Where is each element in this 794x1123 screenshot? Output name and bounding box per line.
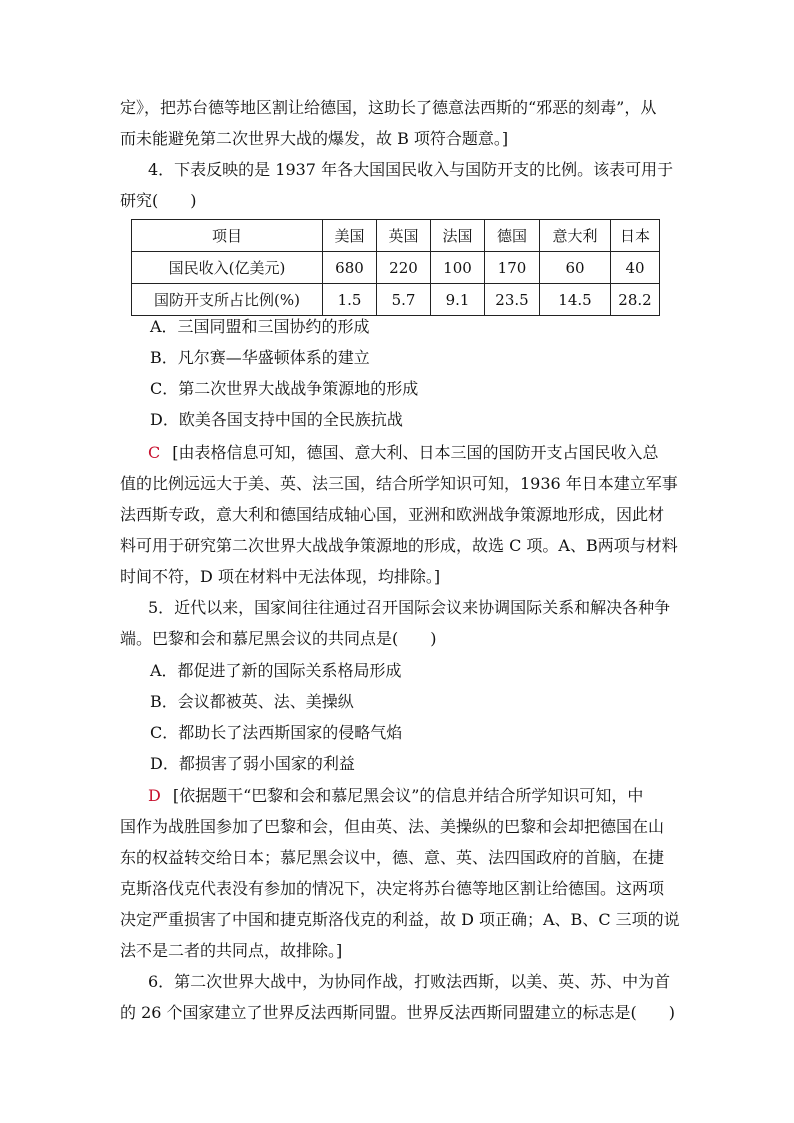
table-cell: 国民收入(亿美元) <box>132 252 323 284</box>
question-4-stem: 研究( ) <box>120 191 197 210</box>
table-cell: 14.5 <box>540 284 611 316</box>
table-cell: 23.5 <box>485 284 540 316</box>
option-d: D．欧美各国支持中国的全民族抗战 <box>150 410 403 429</box>
income-defense-table <box>131 219 660 316</box>
table-cell: 40 <box>611 252 660 284</box>
question-4-stem: 4．下表反映的是 1937 年各大国国民收入与国防开支的比例。该表可用于 <box>148 160 674 179</box>
question-5-stem: 端。巴黎和会和慕尼黑会议的共同点是( ) <box>120 629 437 648</box>
paragraph-line: 定》，把苏台德等地区割让给德国，这助长了德意法西斯的“邪恶的刻毒”，从 <box>120 98 657 117</box>
option-a: A．三国同盟和三国协约的形成 <box>150 317 370 336</box>
explanation-line: 料可用于研究第二次世界大战战争策源地的形成，故选 C 项。A、B两项与材料 <box>120 536 678 555</box>
table-cell: 100 <box>431 252 485 284</box>
table-cell: 9.1 <box>431 284 485 316</box>
table-row <box>132 252 660 284</box>
explanation-line: 决定严重损害了中国和捷克斯洛伐克的利益，故 D 项正确；A、B、C 三项的说 <box>120 910 680 929</box>
table-header-cell: 德国 <box>485 220 540 252</box>
table-row <box>132 284 660 316</box>
table-header-row <box>132 220 660 252</box>
table-cell: 5.7 <box>377 284 431 316</box>
question-6-stem: 的 26 个国家建立了世界反法西斯同盟。世界反法西斯同盟建立的标志是( ) <box>120 1003 676 1022</box>
option-c: C．都助长了法西斯国家的侵略气焰 <box>150 723 403 742</box>
table-cell: 国防开支所占比例(%) <box>132 284 323 316</box>
explanation-text: [依据题干“巴黎和会和慕尼黑会议”的信息并结合所学知识可知，中 <box>172 786 644 805</box>
table-cell: 680 <box>323 252 377 284</box>
table-header-cell: 美国 <box>323 220 377 252</box>
table-cell: 170 <box>485 252 540 284</box>
answer-explanation <box>148 442 708 464</box>
paragraph-line: 而未能避免第二次世界大战的爆发，故 B 项符合题意。] <box>120 129 509 148</box>
question-6-stem: 6．第二次世界大战中，为协同作战，打败法西斯，以美、英、苏、中为首 <box>148 972 671 991</box>
option-a: A．都促进了新的国际关系格局形成 <box>150 661 402 680</box>
table-cell: 1.5 <box>323 284 377 316</box>
table-header-cell: 法国 <box>431 220 485 252</box>
explanation-line: 值的比例远远大于美、英、法三国，结合所学知识可知，1936 年日本建立军事 <box>120 474 678 493</box>
answer-explanation <box>148 785 708 807</box>
option-d: D．都损害了弱小国家的利益 <box>150 754 355 773</box>
explanation-line: 时间不符，D 项在材料中无法体现，均排除。] <box>120 567 441 586</box>
option-b: B．会议都被英、法、美操纵 <box>150 692 354 711</box>
table-cell: 28.2 <box>611 284 660 316</box>
explanation-line: 克斯洛伐克代表没有参加的情况下，决定将苏台德等地区割让给德国。这两项 <box>120 879 665 898</box>
explanation-line: 法不是二者的共同点，故排除。] <box>120 941 343 960</box>
table-header-cell: 项目 <box>132 220 323 252</box>
option-c: C．第二次世界大战战争策源地的形成 <box>150 379 419 398</box>
answer-letter: D <box>148 786 161 805</box>
table-cell: 220 <box>377 252 431 284</box>
table-header-cell: 日本 <box>611 220 660 252</box>
explanation-line: 东的权益转交给日本；慕尼黑会议中，德、意、英、法四国政府的首脑，在捷 <box>120 848 665 867</box>
explanation-text: [由表格信息可知，德国、意大利、日本三国的国防开支占国民收入总 <box>172 443 659 462</box>
answer-letter: C <box>148 443 161 462</box>
option-b: B．凡尔赛—华盛顿体系的建立 <box>150 348 370 367</box>
table-header-cell: 英国 <box>377 220 431 252</box>
explanation-line: 国作为战胜国参加了巴黎和会，但由英、法、美操纵的巴黎和会却把德国在山 <box>120 817 665 836</box>
explanation-line: 法西斯专政，意大利和德国结成轴心国，亚洲和欧洲战争策源地形成，因此材 <box>120 505 665 524</box>
table-header-cell: 意大利 <box>540 220 611 252</box>
question-5-stem: 5．近代以来，国家间往往通过召开国际会议来协调国际关系和解决各种争 <box>148 598 671 617</box>
table-cell: 60 <box>540 252 611 284</box>
